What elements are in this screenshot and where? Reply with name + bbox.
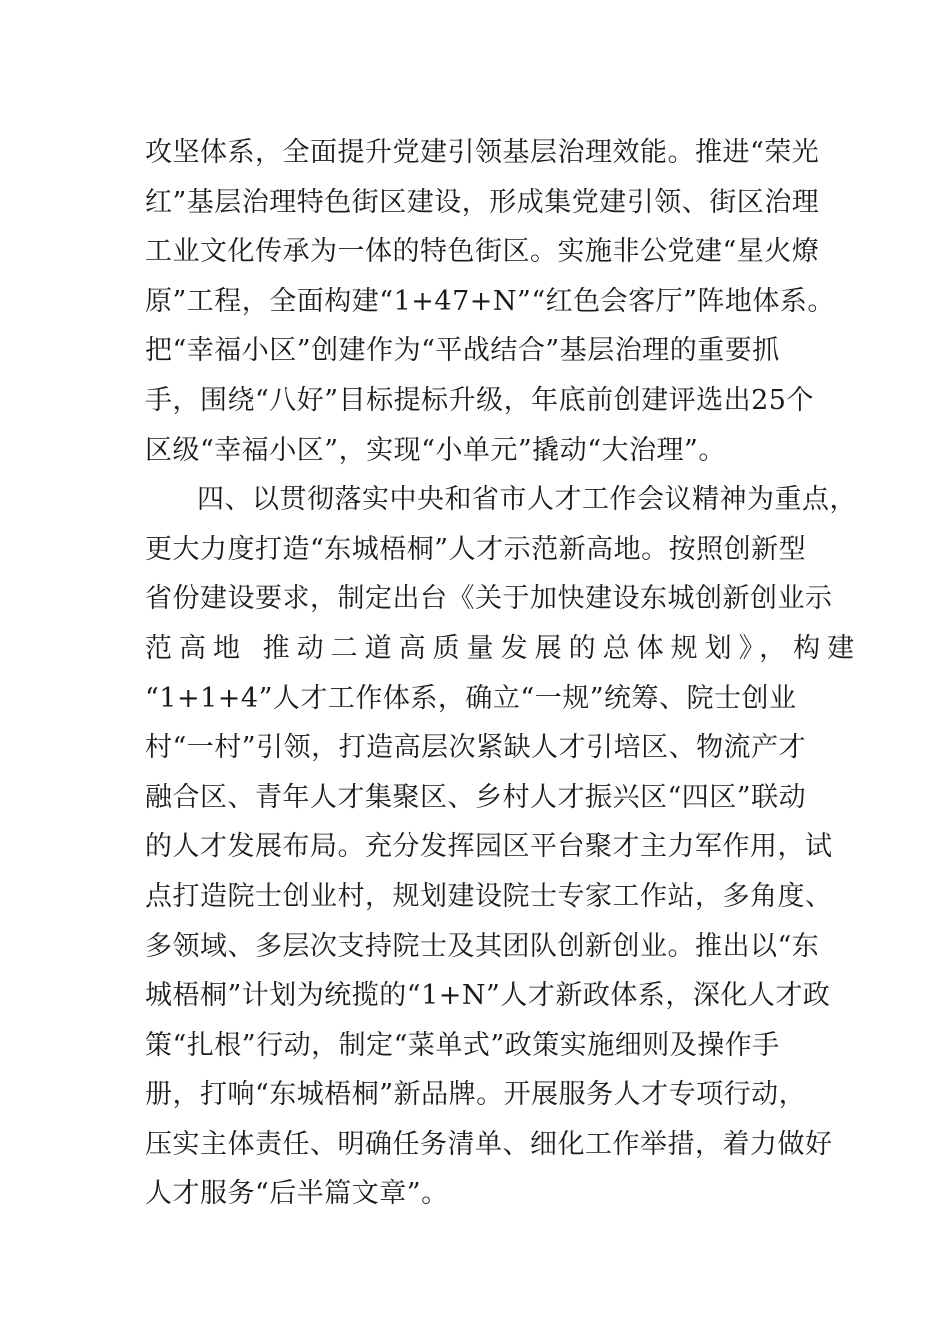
text-line: 范高地 推动二道高质量发展的总体规划》，构建 [145, 632, 862, 664]
text-line: 区级“幸福小区”，实现“小单元”撬动“大治理”。 [145, 434, 726, 466]
text-line: 融合区、青年人才集聚区、乡村人才振兴区“四区”联动 [145, 781, 807, 813]
text-line: 工业文化传承为一体的特色街区。实施非公党建“星火燎 [145, 236, 820, 268]
text-line: 策“扎根”行动，制定“菜单式”政策实施细则及操作手 [145, 1029, 780, 1061]
text-line: 册，打响“东城梧桐”新品牌。开展服务人才专项行动， [145, 1079, 807, 1111]
text-line: 红”基层治理特色街区建设，形成集党建引领、街区治理 [145, 186, 820, 218]
text-line: 把“幸福小区”创建作为“平战结合”基层治理的重要抓 [145, 335, 780, 367]
text-line: 人才服务“后半篇文章”。 [145, 1178, 449, 1210]
text-line: 原”工程，全面构建“1+47+N”“红色会客厅”阵地体系。 [145, 285, 835, 317]
text-line: 点打造院士创业村，规划建设院士专家工作站，多角度、 [145, 880, 833, 912]
text-line: 村“一村”引领，打造高层次紧缺人才引培区、物流产才 [145, 732, 807, 764]
text-line: “1+1+4”人才工作体系，确立“一规”统筹、院士创业 [145, 682, 797, 714]
document-body [145, 128, 862, 1219]
text-line: 压实主体责任、明确任务清单、细化工作举措，着力做好 [145, 1128, 833, 1160]
text-line: 城梧桐”计划为统揽的“1+N”人才新政体系，深化人才政 [145, 980, 831, 1012]
text-line: 更大力度打造“东城梧桐”人才示范新高地。按照创新型 [145, 533, 807, 565]
text-line: 手，围绕“八好”目标提标升级，年底前创建评选出25个 [145, 384, 814, 416]
text-line: 攻坚体系，全面提升党建引领基层治理效能。推进“荣光 [145, 137, 820, 168]
text-line: 多领域、多层次支持院士及其团队创新创业。推出以“东 [145, 930, 820, 962]
text-line: 省份建设要求，制定出台《关于加快建设东城创新创业示 [145, 583, 833, 615]
text-line: 的人才发展布局。充分发挥园区平台聚才主力军作用，试 [145, 831, 833, 863]
paragraph-start-line: 四、以贯彻落实中央和省市人才工作会议精神为重点， [197, 484, 857, 516]
